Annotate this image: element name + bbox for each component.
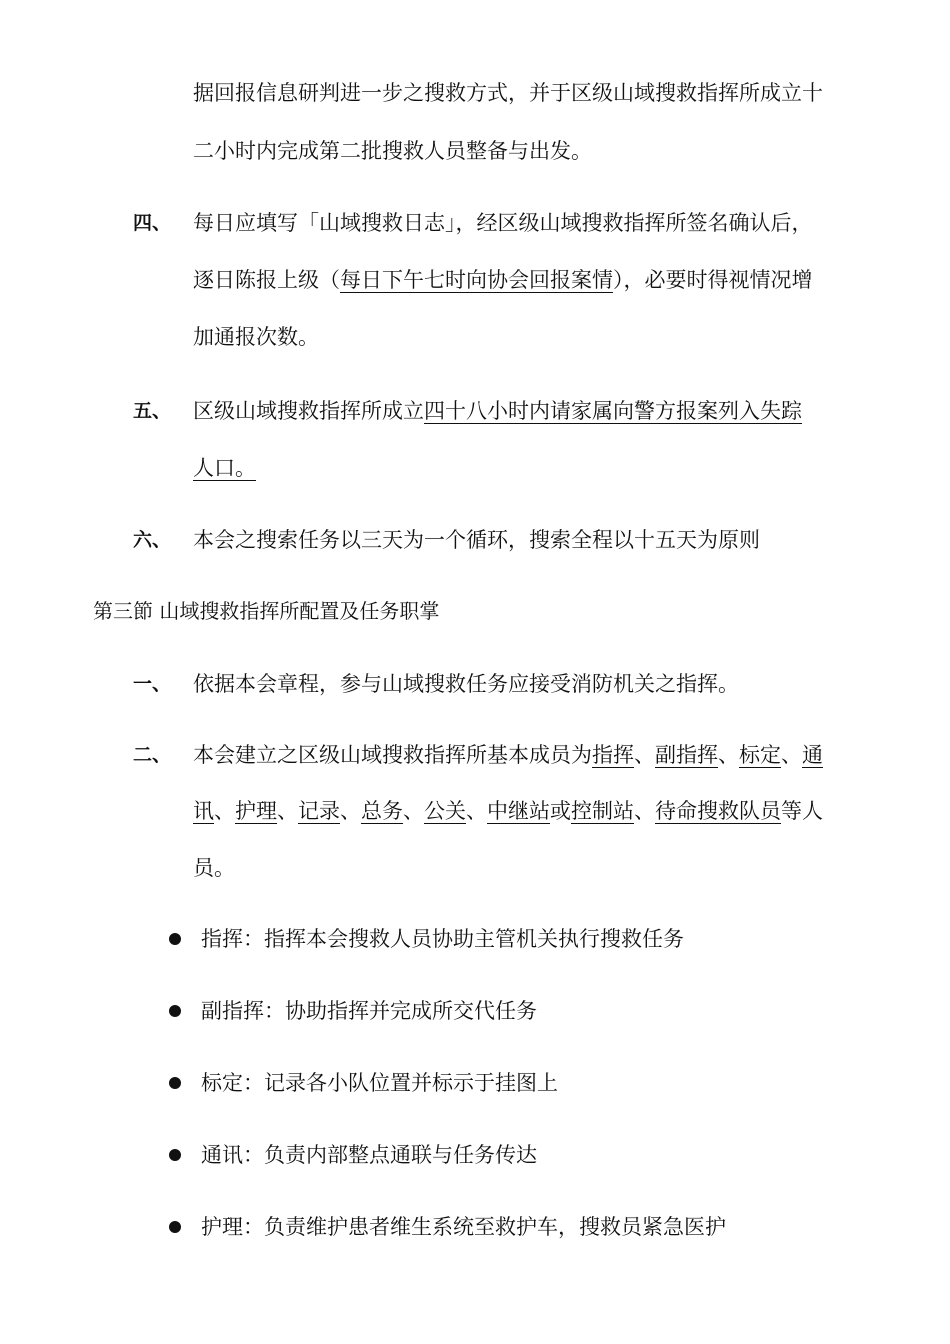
item-4-line-2: [193, 265, 813, 295]
bullet-dot-icon: [169, 1005, 181, 1017]
section-3-item-1-text: 依据本会章程，参与山域搜救任务应接受消防机关之指挥。: [193, 672, 739, 696]
item-2-intro: 本会建立之区级山域搜救指挥所基本成员为: [193, 743, 592, 767]
role-huli: 护理: [235, 799, 277, 823]
role-fuzhihui: 副指挥: [655, 743, 718, 767]
section-3-item-2-line-2: [193, 796, 823, 826]
item-5-line-1-a: 区级山域搜救指挥所成立: [193, 399, 424, 423]
separator: 、: [718, 743, 739, 767]
bullet-item-tongxun: 通讯：负责内部整点通联与任务传达: [201, 1143, 537, 1167]
separator: 、: [403, 799, 424, 823]
role-zhongjizhan: 中继站: [487, 799, 550, 823]
or-word: 或: [550, 799, 571, 823]
bullet-dot-icon: [169, 1077, 181, 1089]
bullet-dot-icon: [169, 933, 181, 945]
item-4-line-3: 加通报次数。: [193, 325, 319, 349]
bullet-item-fuzhihui: 副指挥：协助指挥并完成所交代任务: [201, 999, 537, 1023]
item-4-marker: 四、: [133, 212, 172, 234]
role-jilu: 记录: [298, 799, 340, 823]
item-4-underlined-text: 每日下午七时向协会回报案情: [340, 268, 613, 292]
bullet-dot-icon: [169, 1149, 181, 1161]
item-4-line-2-a: 逐日陈报上级（: [193, 268, 340, 292]
separator: 、: [340, 799, 361, 823]
role-kongzhizhan: 控制站: [571, 799, 634, 823]
section-3-item-1-marker: 一、: [133, 673, 172, 695]
item-5-marker: 五、: [133, 400, 172, 422]
item-4-line-1: 每日应填写「山域搜救日志」，经区级山域搜救指挥所签名确认后，: [193, 211, 813, 235]
section-3-item-2-line-3: 员。: [193, 856, 235, 880]
role-biaoding: 标定: [739, 743, 781, 767]
role-tongxun-part-2: 讯: [193, 799, 214, 823]
item-5-underlined-text-2: 人口。: [193, 456, 256, 480]
separator: 、: [466, 799, 487, 823]
item-2-line-2-end: 等人: [781, 799, 823, 823]
section-3-title: 第三節 山域搜救指挥所配置及任务职掌: [93, 599, 440, 623]
separator: 、: [277, 799, 298, 823]
bullet-item-biaoding: 标定：记录各小队位置并标示于挂图上: [201, 1071, 558, 1095]
item-4-line-2-b: ），必要时得视情况增: [613, 268, 813, 292]
separator: 、: [781, 743, 802, 767]
bullet-item-huli: 护理：负责维护患者维生系统至救护车，搜救员紧急医护: [201, 1215, 726, 1239]
separator: 、: [634, 799, 655, 823]
item-6-line-1: 本会之搜索任务以三天为一个循环，搜索全程以十五天为原则: [193, 528, 760, 552]
role-zongwu: 总务: [361, 799, 403, 823]
section-3-item-2-line-1: [193, 740, 823, 770]
role-zhihui: 指挥: [592, 743, 634, 767]
role-gongguan: 公关: [424, 799, 466, 823]
role-tongxun-part-1: 通: [802, 743, 823, 767]
bullet-dot-icon: [169, 1221, 181, 1233]
separator: 、: [634, 743, 655, 767]
bullet-item-zhihui: 指挥：指挥本会搜救人员协助主管机关执行搜救任务: [201, 927, 684, 951]
item-5-line-1: [193, 396, 802, 426]
continuation-line-1: 据回报信息研判进一步之搜救方式，并于区级山域搜救指挥所成立十: [193, 81, 823, 105]
item-6-marker: 六、: [133, 529, 172, 551]
separator: 、: [214, 799, 235, 823]
item-5-underlined-text: 四十八小时内请家属向警方报案列入失踪: [424, 399, 802, 423]
continuation-line-2: 二小时内完成第二批搜救人员整备与出发。: [193, 139, 592, 163]
role-daiming: 待命搜救队员: [655, 799, 781, 823]
section-3-item-2-marker: 二、: [133, 744, 172, 766]
item-5-line-2: [193, 453, 256, 483]
